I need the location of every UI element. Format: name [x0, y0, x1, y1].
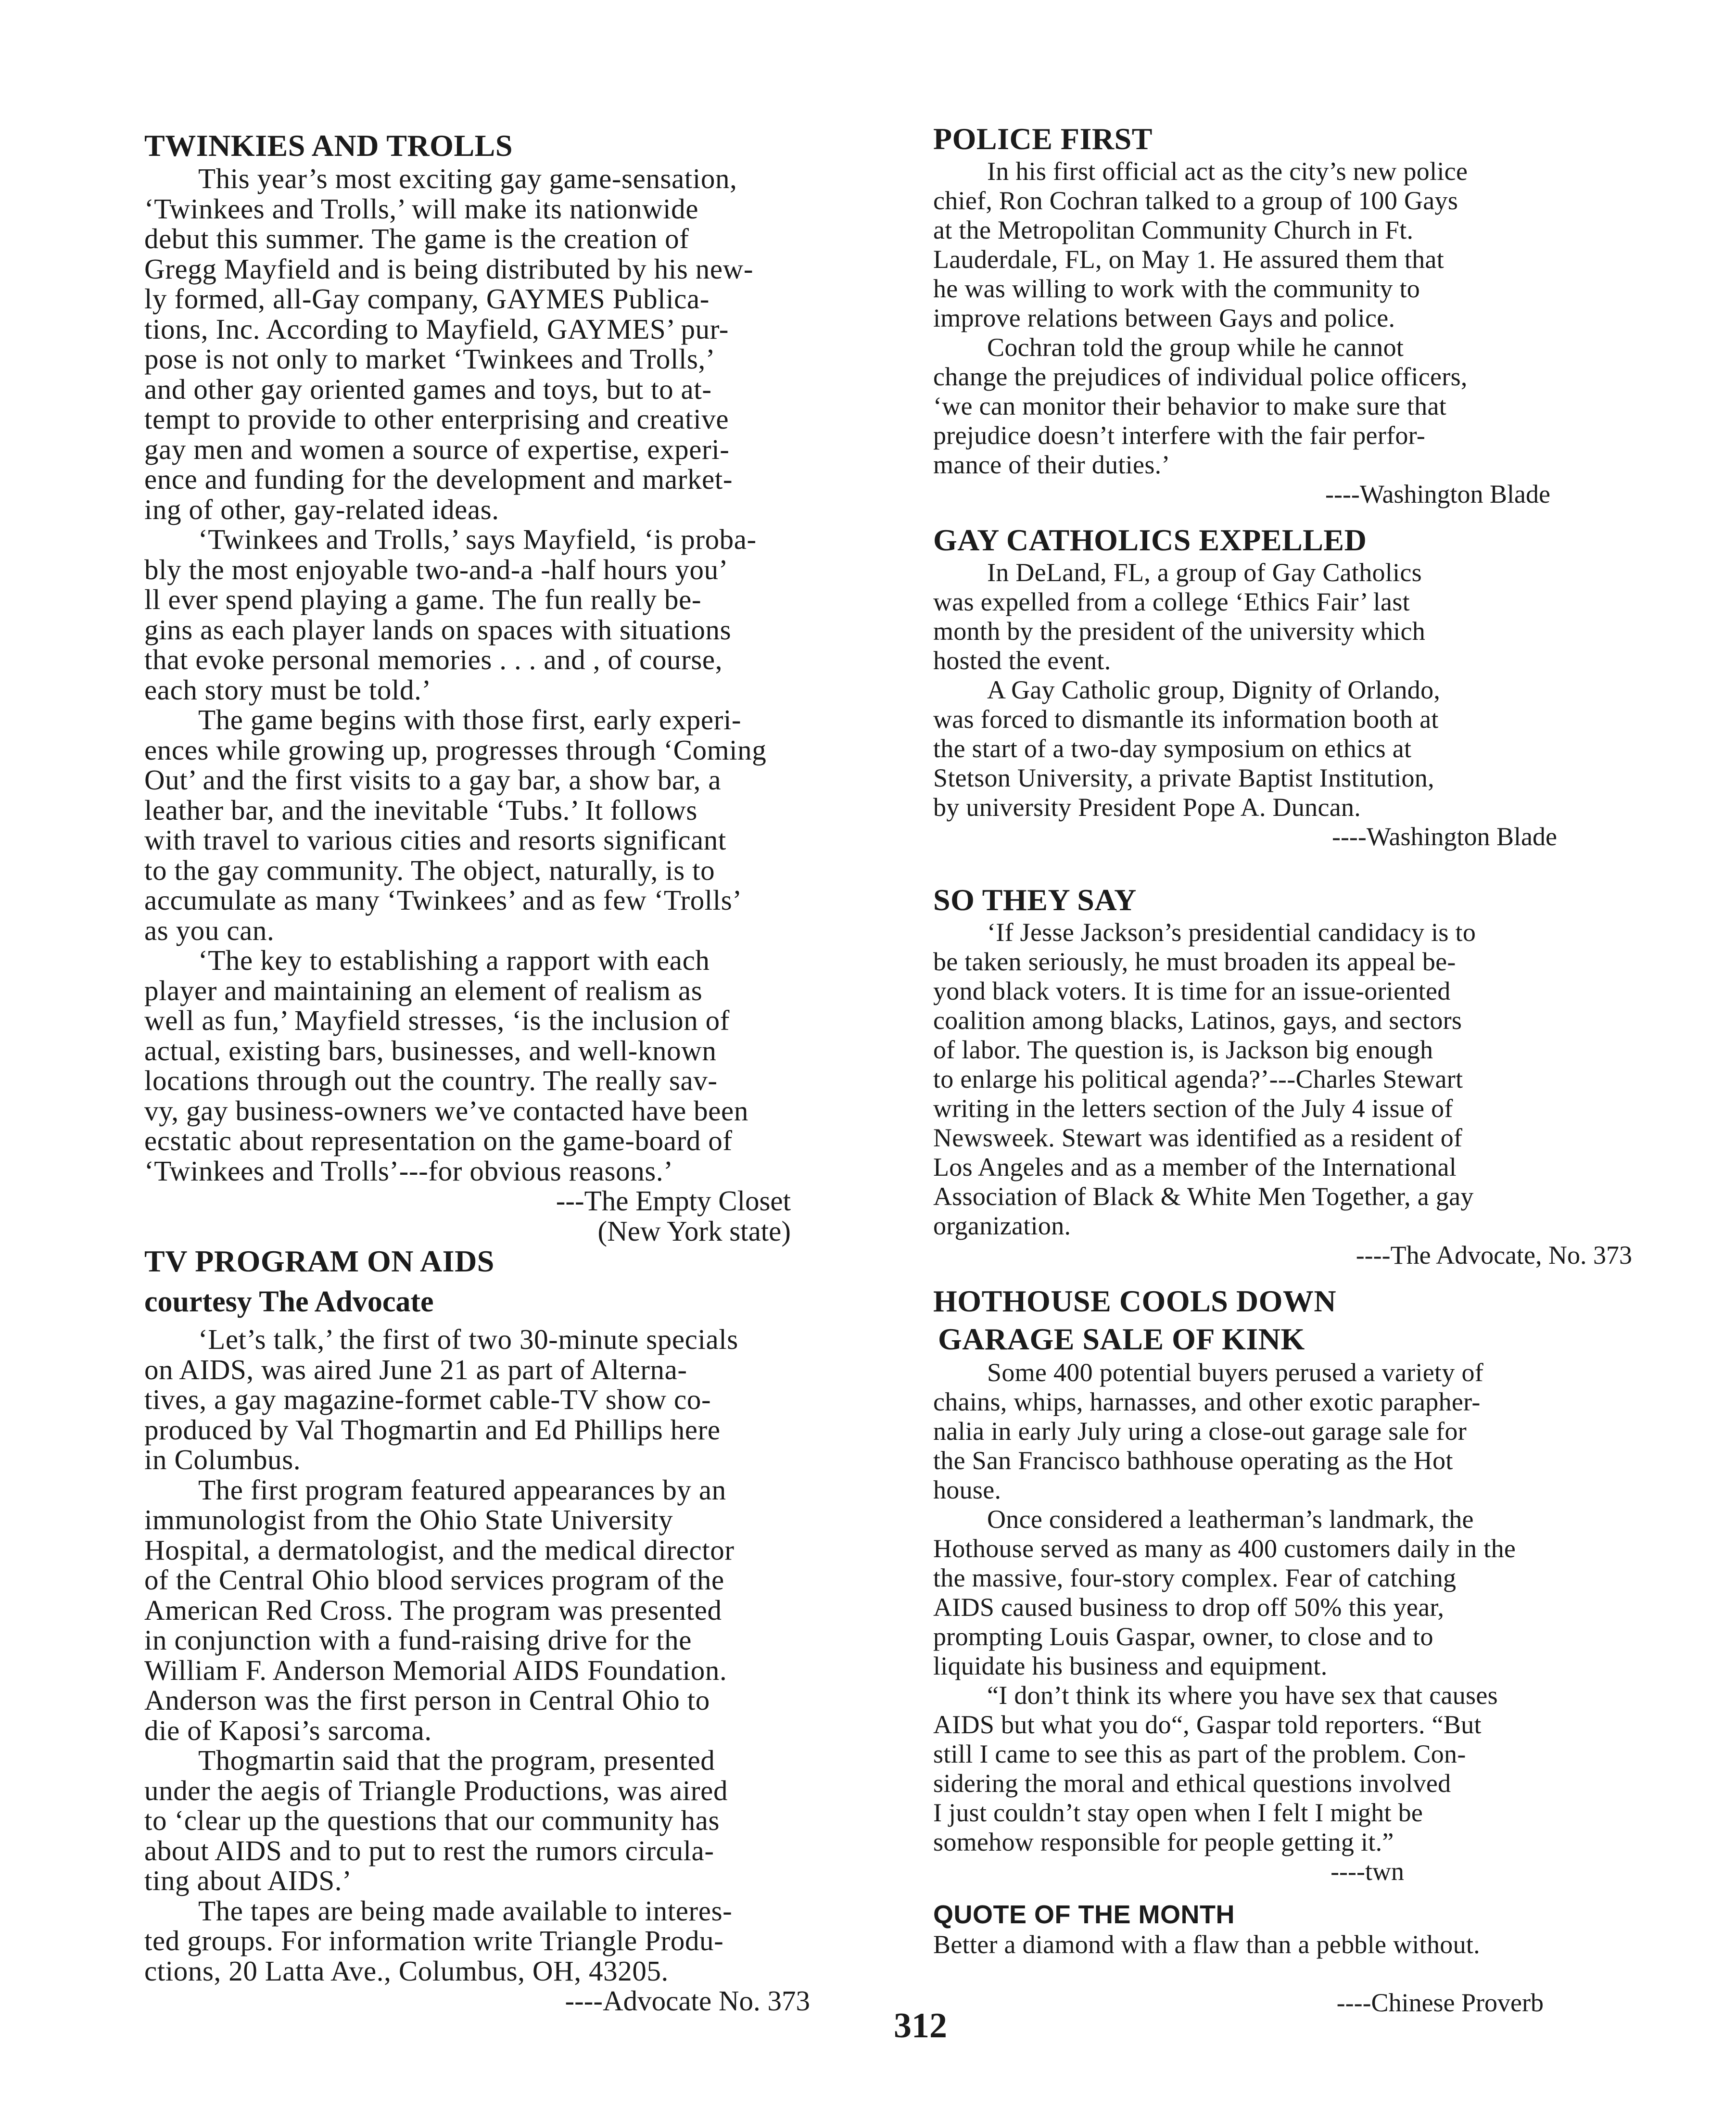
text-line: In his first official act as the city’s new police — [987, 157, 1468, 186]
text-line: In DeLand, FL, a group of Gay Catholics — [987, 558, 1422, 587]
text-line: produced by Val Thogmartin and Ed Phillips here — [144, 1413, 721, 1446]
paragraph — [933, 1930, 1660, 1959]
text-line: ecstatic about representation on the game-board of — [144, 1125, 733, 1156]
text-line: Association of Black & White Men Together, a gay — [933, 1182, 1474, 1211]
text-line: ll ever spend playing a game. The fun really be- — [144, 584, 702, 615]
text-line: ting about AIDS.’ — [144, 1865, 352, 1896]
text-line: yond black voters. It is time for an issue-oriented — [933, 977, 1451, 1005]
text-line: The first program featured appearances by an — [198, 1473, 726, 1506]
text-line: Cochran told the group while he cannot — [987, 333, 1404, 362]
text-line: he was willing to work with the community to — [933, 274, 1420, 303]
paragraph — [933, 1358, 1660, 1505]
text-line: by university President Pope A. Duncan. — [933, 793, 1361, 822]
article-heading: GARAGE SALE OF KINK — [938, 1322, 1305, 1356]
paragraph — [144, 945, 851, 1186]
text-line: the start of a two-day symposium on ethics at — [933, 734, 1412, 763]
text-line: to enlarge his political agenda?’---Charles Stewart — [933, 1065, 1463, 1093]
article-heading: SO THEY SAY — [933, 883, 1137, 917]
attribution-line: (New York state) — [597, 1215, 791, 1247]
text-line: at the Metropolitan Community Church in Ft. — [933, 216, 1414, 244]
text-line: Thogmartin said that the program, presented — [198, 1744, 715, 1776]
page-number: 312 — [894, 2006, 947, 2045]
text-line: ing of other, gay-related ideas. — [144, 493, 499, 525]
article-heading: POLICE FIRST — [933, 122, 1153, 156]
article-gay-catholics-expelled — [933, 522, 1660, 851]
text-line: ted groups. For information write Triangle Produ- — [144, 1925, 724, 1956]
text-line: player and maintaining an element of realism as — [144, 974, 703, 1006]
text-line: I just couldn’t stay open when I felt I might be — [933, 1798, 1423, 1827]
source-attribution — [933, 1857, 1660, 1886]
paragraph — [933, 157, 1660, 333]
text-line: improve relations between Gays and police. — [933, 304, 1395, 332]
text-line: prompting Louis Gaspar, owner, to close and to — [933, 1622, 1433, 1651]
text-line: with travel to various cities and resorts significant — [144, 824, 726, 856]
text-line: Stetson University, a private Baptist Institution, — [933, 763, 1434, 792]
article-heading: TV PROGRAM ON AIDS — [144, 1244, 494, 1278]
text-line: month by the president of the university which — [933, 617, 1426, 646]
text-line: AIDS caused business to drop off 50% this year, — [933, 1593, 1445, 1622]
text-line: and other gay oriented games and toys, but to at- — [144, 373, 712, 405]
text-line: that evoke personal memories . . . and , of course, — [144, 644, 723, 675]
paragraph — [144, 705, 851, 945]
text-line: locations through out the country. The really sav- — [144, 1065, 718, 1096]
text-line: mance of their duties.’ — [933, 450, 1170, 479]
text-line: The game begins with those first, early experi- — [198, 704, 742, 736]
text-line: Out’ and the first visits to a gay bar, a show bar, a — [144, 764, 722, 796]
article-police-first — [933, 121, 1660, 509]
text-line: in Columbus. — [144, 1444, 301, 1475]
text-line: Anderson was the first person in Central Ohio to — [144, 1684, 710, 1716]
text-line: in conjunction with a fund-raising drive for the — [144, 1624, 692, 1656]
article-subheading: courtesy The Advocate — [144, 1285, 434, 1318]
text-line: was forced to dismantle its information booth at — [933, 705, 1439, 734]
paragraph — [144, 1896, 851, 1986]
text-line: as you can. — [144, 914, 275, 946]
text-line: gins as each player lands on spaces with situations — [144, 613, 732, 646]
article-heading: GAY CATHOLICS EXPELLED — [933, 523, 1367, 557]
text-line: be taken seriously, he must broaden its appeal be- — [933, 947, 1456, 976]
text-line: change the prejudices of individual police officers, — [933, 362, 1468, 391]
text-line: somehow responsible for people getting it.” — [933, 1828, 1394, 1856]
text-line: tions, Inc. According to Mayfield, GAYMES’ pur- — [144, 313, 729, 345]
article-heading: TWINKIES AND TROLLS — [144, 128, 513, 163]
paragraph — [144, 164, 851, 524]
text-line: “I don’t think its where you have sex that causes — [987, 1681, 1498, 1710]
attribution-line: ----Washington Blade — [1331, 822, 1557, 851]
text-line: Hospital, a dermatologist, and the medical director — [144, 1534, 735, 1566]
text-line: Some 400 potential buyers perused a variety of — [987, 1358, 1484, 1387]
text-line: Newsweek. Stewart was identified as a resident of — [933, 1123, 1463, 1152]
text-line: chains, whips, harnasses, and other exotic parapher- — [933, 1387, 1481, 1416]
article-heading: QUOTE OF THE MONTH — [933, 1900, 1235, 1929]
text-line: liquidate his business and equipment. — [933, 1651, 1328, 1680]
text-line: ‘If Jesse Jackson’s presidential candidacy is to — [987, 918, 1476, 947]
paragraph — [933, 333, 1660, 480]
attribution-line: ---The Empty Closet — [556, 1185, 791, 1217]
source-attribution — [933, 480, 1660, 509]
text-line: sidering the moral and ethical questions involved — [933, 1769, 1451, 1798]
paragraph — [144, 1324, 851, 1475]
text-line: bly the most enjoyable two-and-a -half hours you’ — [144, 553, 729, 585]
text-line: about AIDS and to put to rest the rumors circula- — [144, 1834, 714, 1867]
paragraph — [933, 918, 1660, 1241]
paragraph — [144, 1475, 851, 1746]
text-line: tives, a gay magazine-formet cable-TV show co- — [144, 1384, 711, 1415]
text-line: Los Angeles and as a member of the International — [933, 1153, 1457, 1181]
text-line: ence and funding for the development and market- — [144, 463, 733, 495]
text-line: William F. Anderson Memorial AIDS Foundation. — [144, 1654, 727, 1686]
text-line: debut this summer. The game is the creation of — [144, 223, 689, 254]
text-line: ‘The key to establishing a rapport with each — [198, 944, 710, 976]
paragraph — [933, 1505, 1660, 1681]
paragraph — [144, 1745, 851, 1896]
text-line: Hothouse served as many as 400 customers daily in the — [933, 1534, 1516, 1563]
text-line: ‘Twinkees and Trolls,’ will make its nationwide — [144, 192, 699, 225]
text-line: The tapes are being made available to interes- — [198, 1894, 733, 1927]
text-line: accumulate as many ‘Twinkees’ and as few ‘Trolls’ — [144, 884, 742, 916]
text-line: Better a diamond with a flaw than a pebble without. — [933, 1930, 1480, 1959]
text-line: ‘Twinkees and Trolls’---for obvious reasons.’ — [144, 1155, 673, 1187]
text-line: under the aegis of Triangle Productions, was aired — [144, 1774, 728, 1806]
text-line: Once considered a leatherman’s landmark, the — [987, 1505, 1474, 1534]
source-attribution — [933, 822, 1660, 851]
paragraph — [933, 1681, 1660, 1857]
text-line: of labor. The question is, is Jackson big enough — [933, 1035, 1433, 1064]
article-twinkies-and-trolls — [144, 128, 851, 1246]
text-line: house. — [933, 1475, 1001, 1504]
source-attribution — [933, 1988, 1660, 2018]
text-line: A Gay Catholic group, Dignity of Orlando, — [987, 675, 1441, 704]
text-line: vy, gay business-owners we’ve contacted have been — [144, 1094, 748, 1127]
text-line: Gregg Mayfield and is being distributed by his new- — [144, 253, 754, 285]
attribution-line: ----Chinese Proverb — [1336, 1988, 1544, 2017]
paragraph — [933, 675, 1660, 822]
text-line: organization. — [933, 1211, 1071, 1240]
text-line: to ‘clear up the questions that our community has — [144, 1804, 720, 1836]
text-line: ‘Twinkees and Trolls,’ says Mayfield, ‘is proba- — [198, 523, 757, 555]
text-line: ly formed, all-Gay company, GAYMES Publica- — [144, 283, 710, 315]
text-line: tempt to provide to other enterprising and creative — [144, 403, 729, 435]
text-line: hosted the event. — [933, 646, 1111, 675]
article-quote-of-the-month — [933, 1899, 1660, 2018]
text-line: American Red Cross. The program was presented — [144, 1594, 722, 1626]
text-line: well as fun,’ Mayfield stresses, ‘is the inclusion of — [144, 1004, 730, 1036]
text-line: nalia in early July uring a close-out garage sale for — [933, 1417, 1467, 1446]
text-line: chief, Ron Cochran talked to a group of 100 Gays — [933, 186, 1458, 215]
text-line: ences while growing up, progresses through ‘Coming — [144, 734, 767, 766]
text-line: the massive, four-story complex. Fear of catching — [933, 1563, 1457, 1592]
article-heading: HOTHOUSE COOLS DOWN — [933, 1284, 1337, 1318]
text-line: prejudice doesn’t interfere with the fair perfor- — [933, 421, 1426, 450]
paragraph — [933, 558, 1660, 675]
text-line: gay men and women a source of expertise, experi- — [144, 433, 730, 465]
text-line: ctions, 20 Latta Ave., Columbus, OH, 43205. — [144, 1955, 669, 1987]
article-tv-program-on-aids — [144, 1244, 851, 2016]
text-line: immunologist from the Ohio State University — [144, 1504, 673, 1536]
article-so-they-say — [933, 882, 1660, 1270]
text-line: writing in the letters section of the July 4 issue of — [933, 1094, 1453, 1123]
attribution-line: ----Advocate No. 373 — [565, 1985, 810, 2017]
text-line: AIDS but what you do“, Gaspar told reporters. “But — [933, 1710, 1482, 1739]
attribution-line: ----The Advocate, No. 373 — [1356, 1241, 1632, 1270]
text-line: on AIDS, was aired June 21 as part of Alterna- — [144, 1353, 687, 1385]
text-line: each story must be told.’ — [144, 673, 431, 706]
text-line: leather bar, and the inevitable ‘Tubs.’ It follows — [144, 794, 697, 826]
source-attribution — [144, 1186, 851, 1246]
text-line: coalition among blacks, Latinos, gays, and sectors — [933, 1006, 1462, 1035]
text-line: ‘we can monitor their behavior to make sure that — [933, 392, 1447, 420]
article-hothouse-cools-down — [933, 1282, 1660, 1886]
source-attribution — [933, 1241, 1660, 1270]
paragraph — [144, 524, 851, 705]
text-line: Lauderdale, FL, on May 1. He assured them that — [933, 245, 1445, 274]
attribution-line: ----twn — [1331, 1857, 1404, 1886]
text-line: was expelled from a college ‘Ethics Fair’ last — [933, 587, 1410, 616]
text-line: die of Kaposi’s sarcoma. — [144, 1714, 432, 1746]
text-line: of the Central Ohio blood services program of the — [144, 1564, 724, 1596]
source-attribution — [144, 1986, 851, 2016]
text-line: ‘Let’s talk,’ the first of two 30-minute specials — [198, 1323, 738, 1355]
text-line: still I came to see this as part of the problem. Con- — [933, 1740, 1466, 1768]
text-line: the San Francisco bathhouse operating as the Hot — [933, 1446, 1453, 1475]
text-line: This year’s most exciting gay game-sensation, — [198, 163, 737, 194]
attribution-line: ----Washington Blade — [1325, 480, 1550, 508]
text-line: to the gay community. The object, naturally, is to — [144, 854, 715, 886]
text-line: pose is not only to market ‘Twinkees and Trolls,’ — [144, 343, 716, 375]
text-line: actual, existing bars, businesses, and well-known — [144, 1034, 717, 1067]
